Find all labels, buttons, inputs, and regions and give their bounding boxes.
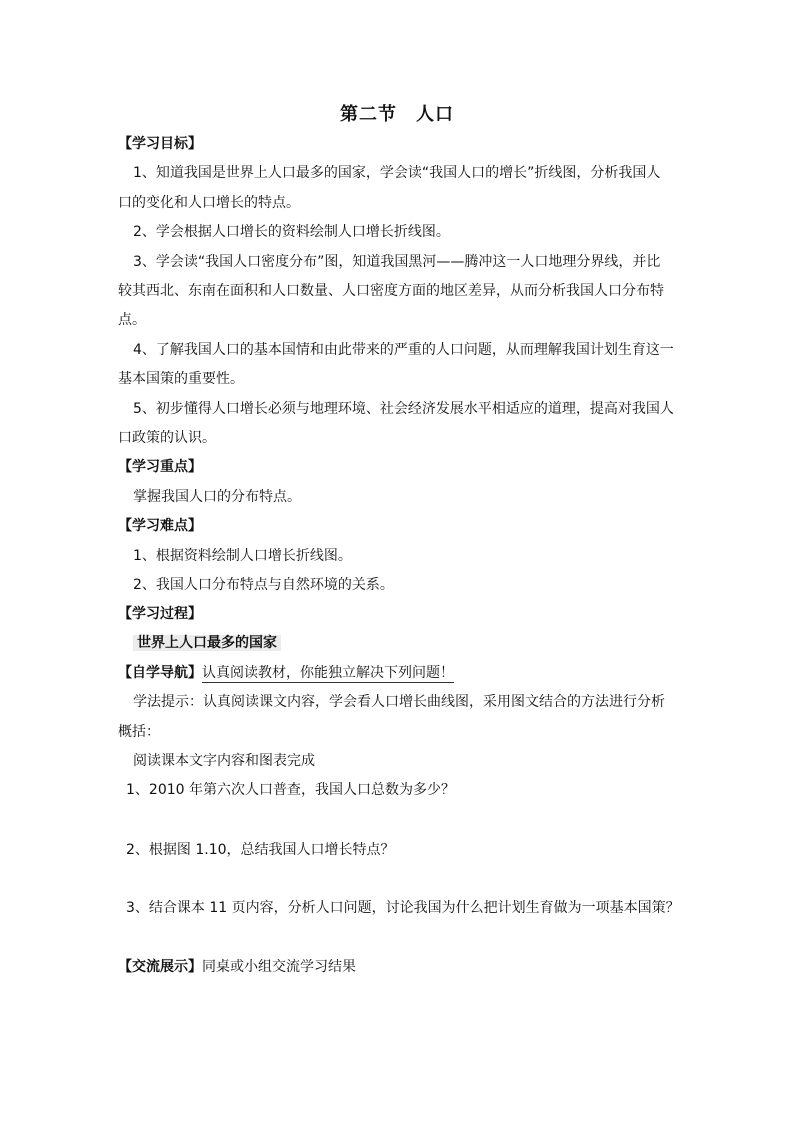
subheading-text: 世界上人口最多的国家 <box>133 635 281 651</box>
goal-line: 口政策的认识。 <box>118 430 216 446</box>
study-tip: 学法提示：认真阅读课文内容，学会看人口增长曲线图，采用图文结合的方法进行分析 <box>133 694 665 710</box>
reading-instruction: 阅读课本文字内容和图表完成 <box>133 753 315 769</box>
selfstudy-heading: 【自学导航】 <box>118 665 202 681</box>
goal-line: 4、了解我国人口的基本国情和由此带来的严重的人口问题，从而理解我国计划生育这一 <box>133 342 674 358</box>
goals-heading: 【学习目标】 <box>118 136 202 152</box>
keypoint-heading: 【学习重点】 <box>118 459 202 475</box>
process-heading: 【学习过程】 <box>118 606 202 622</box>
difficulty-heading: 【学习难点】 <box>118 518 202 534</box>
question-1: 1、2010 年第六次人口普查，我国人口总数为多少？ <box>126 782 455 798</box>
goal-line: 口的变化和人口增长的特点。 <box>118 195 300 211</box>
keypoint-text: 掌握我国人口的分布特点。 <box>133 489 301 505</box>
difficulty-item: 2、我国人口分布特点与自然环境的关系。 <box>133 577 394 593</box>
exchange-line <box>118 957 678 977</box>
goal-line: 1、知道我国是世界上人口最多的国家，学会读“我国人口的增长”折线图，分析我国人 <box>133 165 661 181</box>
section-subheading <box>133 633 693 653</box>
goal-line: 5、初步懂得人口增长必须与地理环境、社会经济发展水平相适应的道理，提高对我国人 <box>133 401 674 417</box>
question-3: 3、结合课本 11 页内容，分析人口问题，讨论我国为什么把计划生育做为一项基本国策？ <box>126 900 680 916</box>
page-title: 第二节 人口 <box>340 104 454 125</box>
selfstudy-text: 认真阅读教材，你能独立解决下列问题！ <box>202 665 454 681</box>
goal-line: 3、学会读“我国人口密度分布”图，知道我国黑河——腾冲这一人口地理分界线，并比 <box>133 254 661 270</box>
difficulty-item: 1、根据资料绘制人口增长折线图。 <box>133 548 352 564</box>
study-tip-continued: 概括： <box>118 724 160 740</box>
goal-line: 点。 <box>118 312 146 328</box>
goal-line: 2、学会根据人口增长的资料绘制人口增长折线图。 <box>133 224 450 240</box>
goal-line: 基本国策的重要性。 <box>118 371 244 387</box>
selfstudy-line <box>118 663 678 683</box>
goal-line: 较其西北、东南在面积和人口数量、人口密度方面的地区差异，从而分析我国人口分布特 <box>118 283 664 299</box>
question-2: 2、根据图 1.10，总结我国人口增长特点？ <box>126 842 395 858</box>
exchange-text: 同桌或小组交流学习结果 <box>202 959 356 975</box>
exchange-heading: 【交流展示】 <box>118 959 202 975</box>
